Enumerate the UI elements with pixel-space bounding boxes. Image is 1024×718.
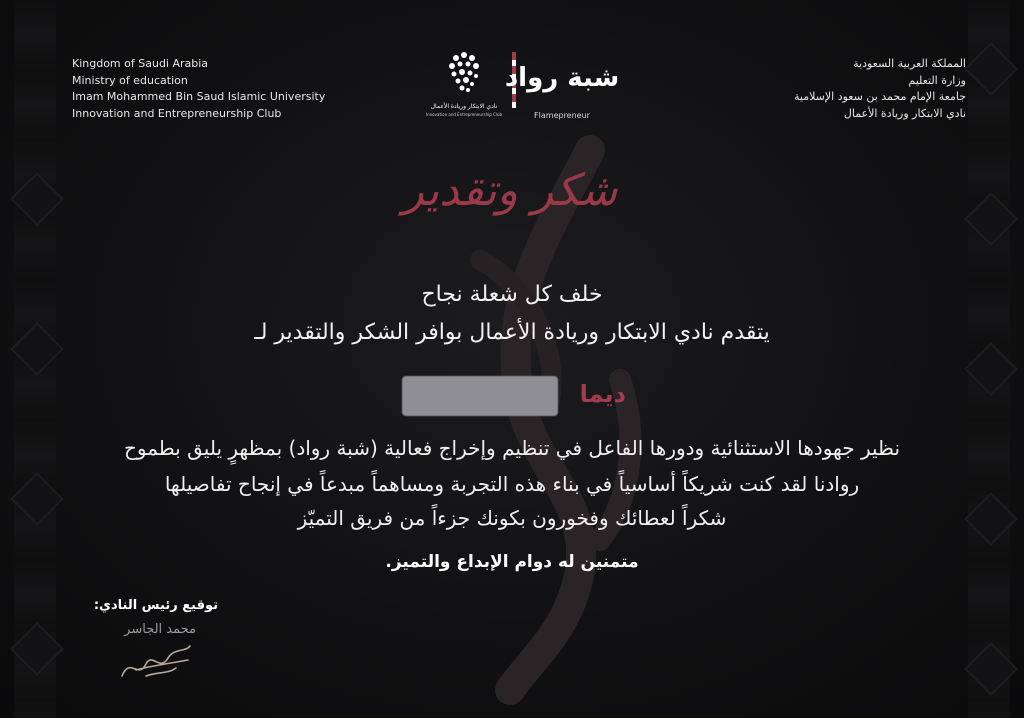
body-paragraph-line: روادنا لقد كنت شريكاً أساسياً في بناء هذه التجربة ومساهماً مبدعاً في إنجاح تفاصيلها [164,472,860,496]
header-arabic [794,56,966,122]
header-en-line: Imam Mohammed Bin Saud Islamic University [72,90,326,103]
calligraphy-watermark [440,140,680,700]
club-logo-en-text: Innovation and Entrepreneurship Club [425,112,503,117]
certificate-title: شكر وتقدير [402,165,618,216]
body-paragraph-line: نظير جهودها الاستثنائية ودورها الفاعل في تنظيم وإخراج فعالية (شبة رواد) بمظهرٍ يليق بطموح [123,436,901,460]
signature-scribble [116,636,196,684]
body-paragraph-line: شكراً لعطائك وفخورون بكونك جزءاً من فريق التميّز [297,506,727,530]
recipient-name: ديما [579,380,626,408]
signatory-name: محمد الجاسر [124,622,196,637]
header-en-line: Innovation and Entrepreneurship Club [72,106,282,120]
closing-wish: متمنين له دوام الإبداع والتميز. [385,552,639,572]
signature-label: توقيع رئيس النادي: [93,598,218,613]
thanks-line: يتقدم نادي الابتكار وريادة الأعمال بوافر الشكر والتقدير لـ [254,320,770,345]
recipient-row [400,374,630,418]
redacted-name-block [402,376,558,416]
flamepreneur-en-text: Flamepreneur [534,111,590,120]
flamepreneur-logo [504,46,620,124]
header-ar-line: جامعة الإمام محمد بن سعود الإسلامية [794,90,966,103]
header-english [72,56,325,122]
header-ar-line: المملكة العربية السعودية [853,57,966,70]
header-ar-line: وزارة التعليم [908,73,966,87]
intro-line: خلف كل شعلة نجاح [421,282,603,307]
club-logo-ar-text: نادي الابتكار وريادة الأعمال [430,103,498,110]
header-en-line: Kingdom of Saudi Arabia [72,57,209,70]
header-ar-line: نادي الابتكار وريادة الأعمال [843,106,966,120]
flamepreneur-ar-text: شبة رواد [504,63,620,93]
header-en-line: Ministry of education [72,73,188,87]
logos [420,46,620,124]
club-logo [420,46,510,124]
